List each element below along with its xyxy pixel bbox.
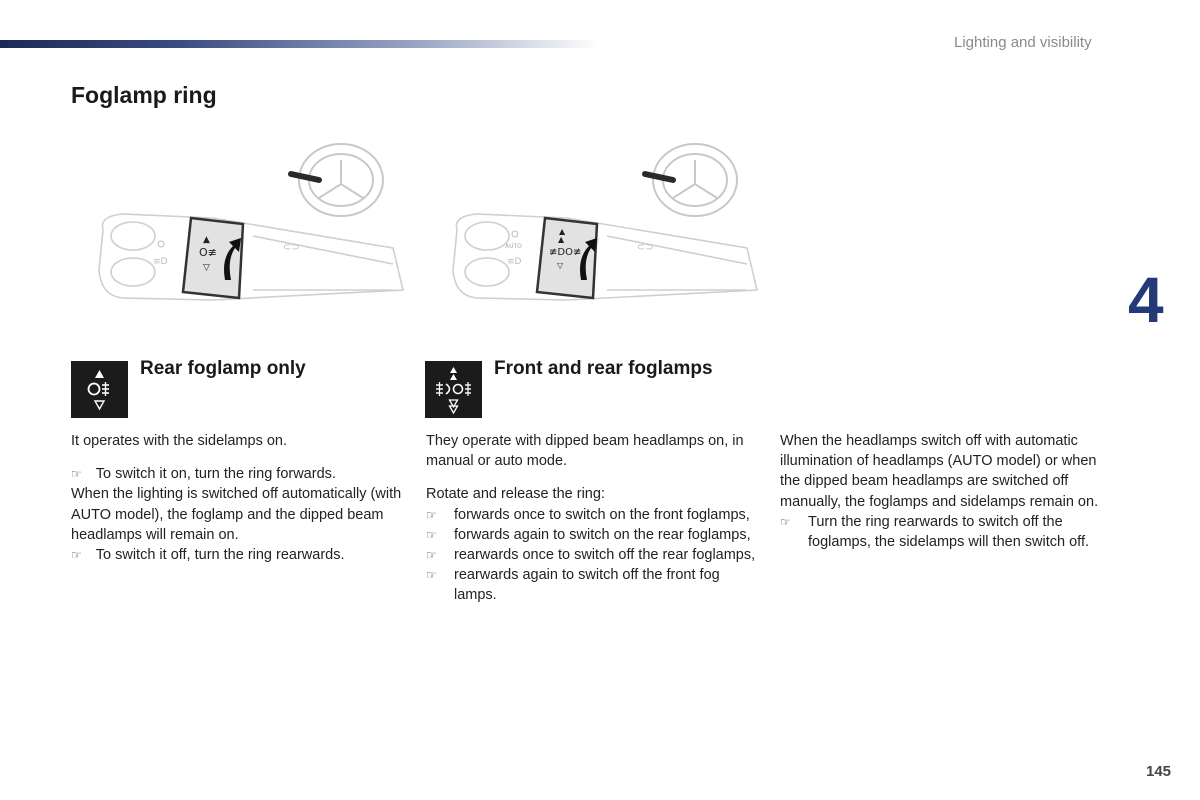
rotate-intro-text: Rotate and release the ring:	[426, 486, 605, 503]
header-gradient-bar	[0, 40, 600, 48]
rear-foglamp-heading: Rear foglamp only	[140, 358, 306, 379]
svg-text:▽: ▽	[203, 263, 210, 273]
svg-text:≢DO≢: ≢DO≢	[549, 247, 582, 258]
steering-stalk-rear-foglamp-illustration	[93, 140, 423, 310]
svg-text:⊂⊃: ⊂⊃	[637, 242, 654, 253]
front-rear-bullet: ☞ forwards once to switch on the front foglamps,	[426, 505, 756, 525]
bullet-hand-icon: ☞	[71, 467, 82, 482]
bullet-hand-icon: ☞	[426, 507, 437, 522]
rear-foglamp-icon	[71, 361, 128, 418]
bullet-hand-icon: ☞	[71, 548, 82, 563]
svg-text:▽: ▽	[557, 261, 564, 270]
svg-text:▲: ▲	[559, 227, 566, 236]
page-heading: Foglamp ring	[71, 82, 217, 108]
bullet-hand-icon: ☞	[780, 514, 791, 529]
front-rear-bullet: ☞ rearwards once to switch off the rear foglamps,	[426, 545, 756, 565]
steering-stalk-front-rear-foglamp-illustration	[447, 140, 777, 310]
rear-foglamp-text-column	[71, 431, 406, 565]
front-rear-bullet: ☞ rearwards again to switch off the front fog lamps.	[426, 567, 720, 604]
bullet-hand-icon: ☞	[426, 568, 437, 583]
front-rear-bullet: ☞ forwards again to switch on the rear foglamps,	[426, 525, 756, 545]
auto-model-text: When the headlamps switch off with automatic illumination of headlamps (AUTO model) or when the dipped beam headlamps are switched off manually, the foglamps and sidelamps remain on.	[780, 433, 1099, 510]
front-rear-foglamp-icon	[425, 361, 482, 418]
auto-ring-label: AUTO	[505, 243, 522, 250]
auto-model-bullet: ☞ Turn the ring rearwards to switch off the foglamps, the sidelamps will then switch off.	[780, 513, 1090, 551]
rear-bullet-on: ☞ To switch it on, turn the ring forwards.	[71, 466, 336, 483]
bullet-hand-icon: ☞	[426, 527, 437, 542]
svg-text:⊂⊃: ⊂⊃	[283, 242, 300, 253]
front-rear-text-column	[426, 431, 756, 606]
svg-text:≡D: ≡D	[507, 257, 522, 267]
svg-text:O≢: O≢	[199, 246, 217, 259]
section-title: Lighting and visibility	[954, 34, 1092, 51]
auto-model-text-column	[780, 431, 1110, 552]
rear-bullet-off: ☞ To switch it off, turn the ring rearwards.	[71, 547, 345, 564]
page-number: 145	[1146, 763, 1172, 780]
front-rear-foglamp-heading: Front and rear foglamps	[494, 358, 713, 379]
rear-auto-note: When the lighting is switched off automatically (with AUTO model), the foglamp and the dipped beam headlamps will remain on.	[71, 486, 402, 543]
front-rear-intro-text: They operate with dipped beam headlamps on, in manual or auto mode.	[426, 433, 744, 470]
svg-text:▲: ▲	[203, 235, 210, 245]
rear-intro-text: It operates with the sidelamps on.	[71, 433, 288, 449]
svg-text:▲: ▲	[558, 235, 565, 244]
svg-text:≡D: ≡D	[153, 257, 168, 267]
bullet-hand-icon: ☞	[426, 548, 437, 563]
chapter-number: 4	[1128, 264, 1164, 336]
